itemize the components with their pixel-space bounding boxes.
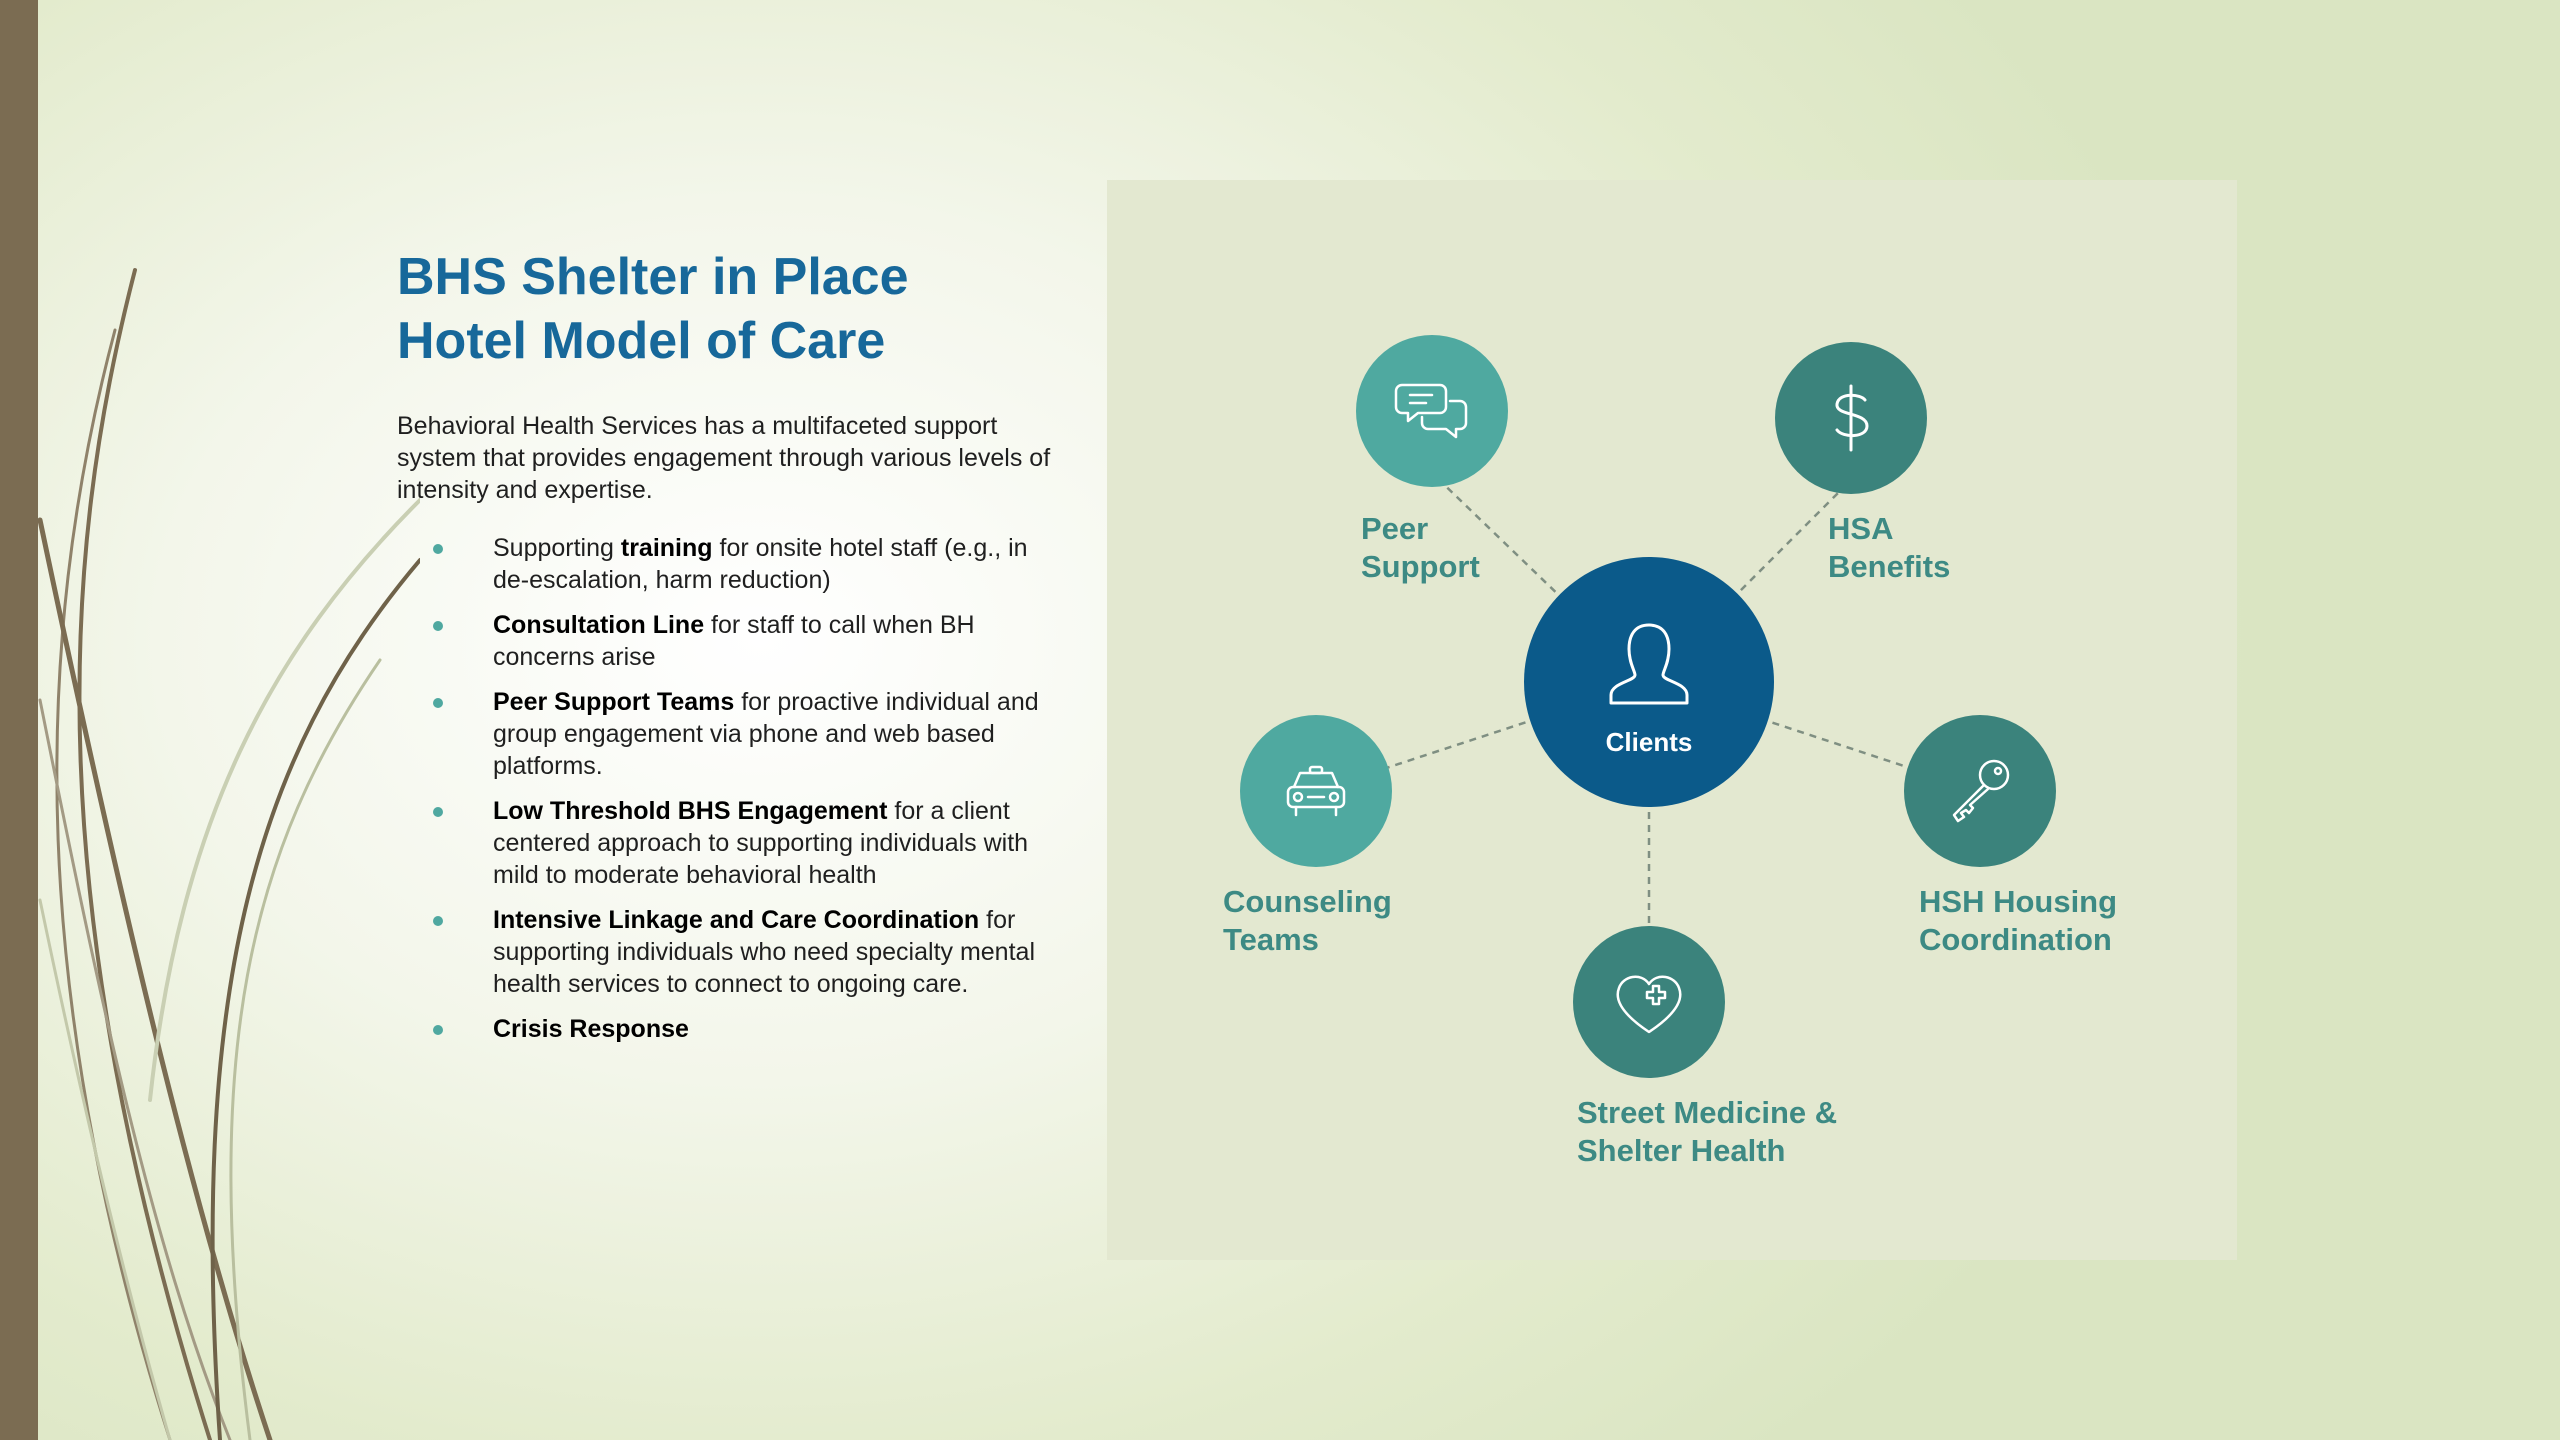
- car-icon: [1276, 751, 1356, 831]
- bullet-item-training: [430, 532, 1070, 596]
- counseling-teams-label-line-2: Teams: [1223, 922, 1319, 957]
- hsa-benefits-node: [1775, 342, 1927, 494]
- clients-hub: [1524, 557, 1774, 807]
- bullet-text-bold: Peer Support Teams: [493, 688, 735, 716]
- bullet-dot: [433, 1025, 443, 1035]
- key-icon: [1940, 751, 2020, 831]
- bullet-dot: [433, 698, 443, 708]
- counseling-teams-node: [1240, 715, 1392, 867]
- peer-support-label-line-1: Peer: [1361, 511, 1429, 546]
- bullet-list: [430, 532, 1070, 1058]
- bullet-dot: [433, 544, 443, 554]
- counseling-teams-label-line-1: Counseling: [1223, 884, 1392, 919]
- hsh-housing-label: [1919, 883, 2117, 959]
- bullet-text-post: for a client centered approach to supporting individuals with mild to moderate behavioral health: [493, 797, 1029, 889]
- heart-plus-icon: [1609, 962, 1689, 1042]
- bullet-dot: [433, 621, 443, 631]
- bullet-dot: [433, 807, 443, 817]
- street-medicine-label-line-1: Street Medicine &: [1577, 1095, 1838, 1130]
- slide-title-line-1: BHS Shelter in Place: [397, 248, 909, 306]
- slide-title-line-2: Hotel Model of Care: [397, 312, 886, 370]
- street-medicine-label: [1577, 1094, 1837, 1170]
- bullet-item-peer-support: [430, 686, 1070, 782]
- bullet-text-bold: training: [620, 534, 713, 562]
- bullet-text-bold: Intensive Linkage and Care Coordination: [493, 906, 980, 934]
- care-model-diagram: [1107, 180, 2237, 1260]
- counseling-teams-label: [1223, 883, 1392, 959]
- street-medicine-label-line-2: Shelter Health: [1577, 1133, 1786, 1168]
- hsa-benefits-label-line-1: HSA: [1828, 511, 1894, 546]
- person-icon: [1599, 615, 1699, 715]
- hsa-benefits-label: [1828, 510, 1950, 586]
- bullet-text-post: for staff to call when BH concerns arise: [493, 611, 975, 671]
- bullet-item-crisis-response: [430, 1013, 1070, 1045]
- decorative-grass-lines: [0, 0, 420, 1440]
- hsh-housing-node: [1904, 715, 2056, 867]
- bullet-text-bold: Crisis Response: [493, 1015, 689, 1043]
- dollar-icon: [1811, 378, 1891, 458]
- bullet-item-consultation: [430, 609, 1070, 673]
- chat-bubbles-icon: [1392, 371, 1472, 451]
- bullet-text-post: for supporting individuals who need specialty mental health services to connect to ongoing care.: [493, 906, 1035, 998]
- street-medicine-node: [1573, 926, 1725, 1078]
- peer-support-label: [1361, 510, 1480, 586]
- bullet-text-bold: Low Threshold BHS Engagement: [493, 797, 888, 825]
- bullet-text-pre: Supporting: [493, 534, 621, 562]
- bullet-text-post: for onsite hotel staff (e.g., in de-escalation, harm reduction): [493, 534, 1028, 594]
- hsh-housing-label-line-2: Coordination: [1919, 922, 2112, 957]
- bullet-text-bold: Consultation Line: [493, 611, 705, 639]
- slide-title: [397, 245, 1037, 373]
- peer-support-node: [1356, 335, 1508, 487]
- bullet-item-intensive-linkage: [430, 904, 1070, 1000]
- bullet-text-post: for proactive individual and group engagement via phone and web based platforms.: [493, 688, 1039, 780]
- bullet-dot: [433, 916, 443, 926]
- intro-paragraph: Behavioral Health Services has a multifaceted support system that provides engagement through various levels of intensity and expertise.: [397, 412, 1051, 504]
- peer-support-label-line-2: Support: [1361, 549, 1480, 584]
- bullet-item-low-threshold: [430, 795, 1070, 891]
- hsh-housing-label-line-1: HSH Housing: [1919, 884, 2118, 919]
- hsa-benefits-label-line-2: Benefits: [1828, 549, 1951, 584]
- clients-label: Clients: [1605, 727, 1693, 757]
